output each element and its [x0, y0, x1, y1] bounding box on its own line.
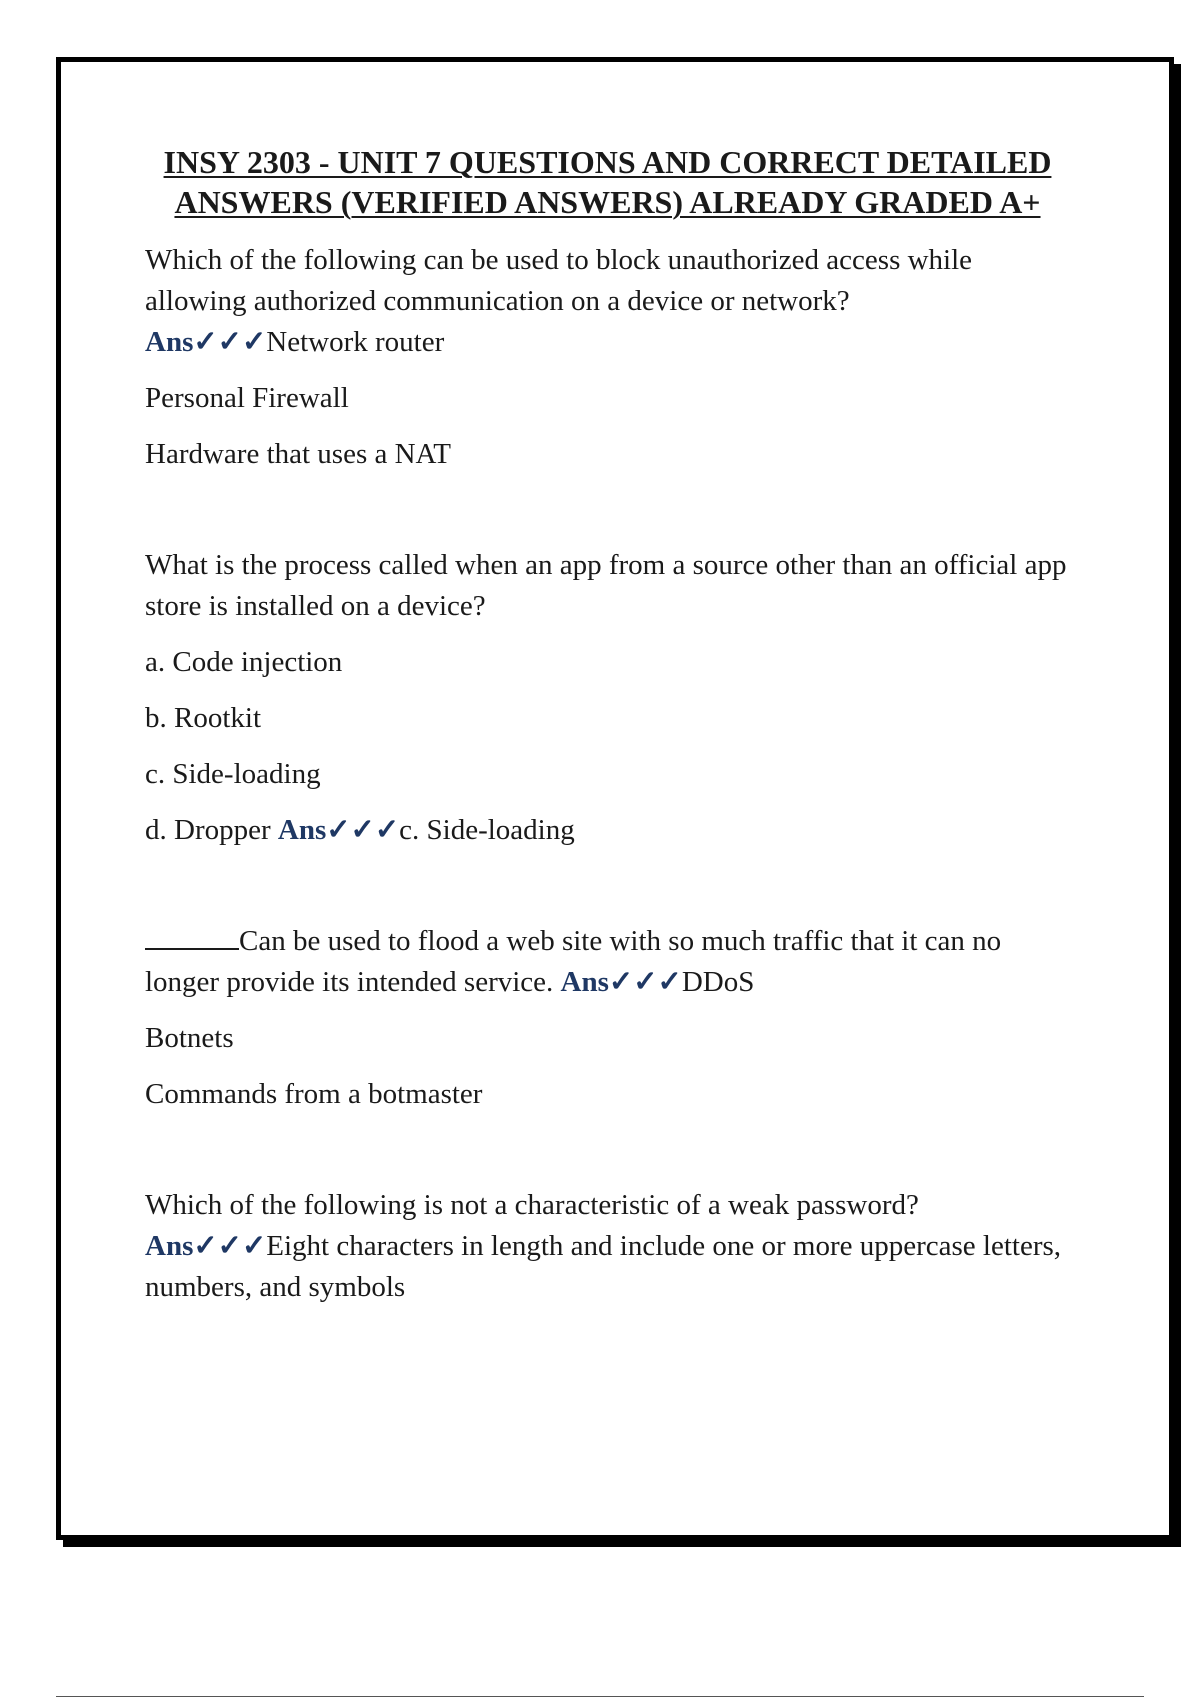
answer-label: Ans✓✓✓: [277, 814, 400, 846]
option-item: d. Dropper: [145, 814, 278, 846]
question-block-4: [145, 1185, 1070, 1308]
footer-rule: [56, 1696, 1144, 1697]
answer-text: DDoS: [681, 966, 755, 998]
question-text: Which of the following can be used to block unauthorized access while allowing authorized communication on a device or network?: [145, 244, 973, 317]
question-block-3: [145, 921, 1070, 1115]
option-item: c. Side-loading: [145, 758, 321, 790]
option-item: Commands from a botmaster: [145, 1078, 483, 1110]
option-item: Personal Firewall: [145, 382, 349, 414]
option-item: b. Rootkit: [145, 702, 262, 734]
question-text-body: Can be used to flood a web site with so much traffic that it can no longer provide its intended service.: [145, 925, 1002, 998]
option-item: Hardware that uses a NAT: [145, 438, 452, 470]
title-line-1: INSY 2303 - UNIT 7 QUESTIONS AND CORRECT DETAILED: [163, 144, 1052, 180]
document-title: [145, 142, 1070, 222]
answer-label: Ans✓✓✓: [560, 966, 682, 998]
question-text: Which of the following is not a characteristic of a weak password?: [145, 1189, 919, 1221]
answer-label: Ans✓✓✓: [145, 326, 267, 358]
option-item: a. Code injection: [145, 646, 343, 678]
answer-line: [145, 810, 1070, 851]
answer-line: [145, 1226, 1070, 1308]
answer-label: Ans✓✓✓: [145, 1230, 267, 1262]
question-block-1: [145, 240, 1070, 475]
option-item: Botnets: [145, 1022, 234, 1054]
fill-in-blank: [145, 924, 239, 950]
document-body: [145, 142, 1070, 1308]
answer-line: [145, 322, 1070, 363]
answer-text: c. Side-loading: [399, 814, 575, 846]
answer-text: Network router: [266, 326, 445, 358]
title-line-2: ANSWERS (VERIFIED ANSWERS) ALREADY GRADED A+: [174, 184, 1041, 220]
answer-text: Eight characters in length and include one or more uppercase letters, numbers, and symbols: [145, 1230, 1062, 1303]
question-block-2: [145, 545, 1070, 851]
question-text: [145, 921, 1070, 1003]
question-text: What is the process called when an app from a source other than an official app store is installed on a device?: [145, 549, 1067, 622]
